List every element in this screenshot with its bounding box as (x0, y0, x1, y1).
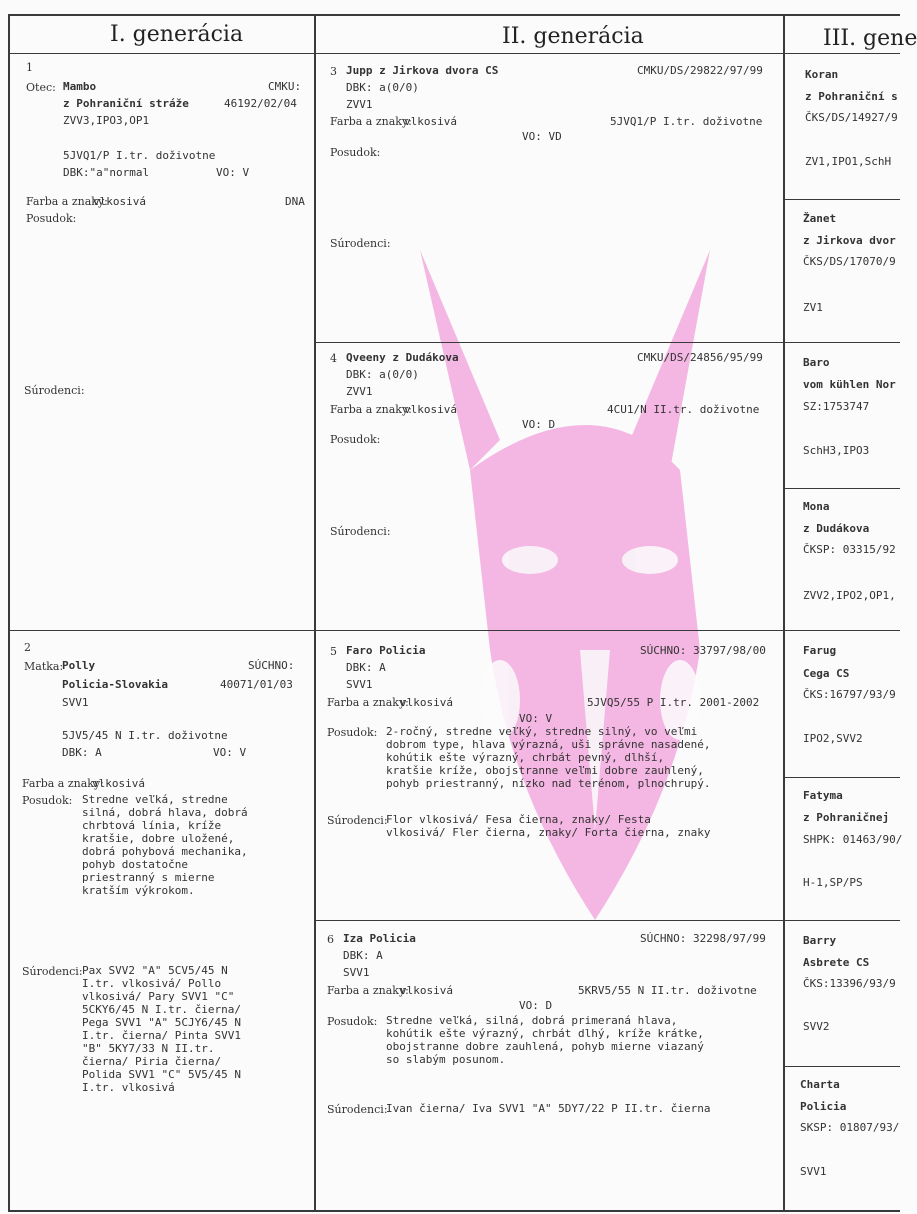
mother-posudok: Stredne veľká, stredne silná, dobrá hlava, dobrá chrbtová línia, kríže kratšie, dobre uložené, dobrá pohybová mechanika, pohyb dostatočne priestranný s mierne kratším výkrokom. (82, 793, 248, 897)
g3-2-name: Baro (803, 356, 830, 369)
dog4-name: Qveeny z Dudákova (346, 351, 459, 364)
mother-reg-label: SÚCHNO: (248, 659, 295, 672)
dog5-surodenci-label: Súrodenci: (327, 814, 388, 827)
mother-color: vlkosivá (92, 777, 145, 790)
dog5-reg: 33797/98/00 (693, 644, 766, 657)
header-gen1: I. generácia (110, 22, 244, 47)
dog5-number: 5 (330, 645, 337, 658)
g3-0-reg: ČKS/DS/14927/9 (805, 111, 898, 124)
g3-2-reg: SZ:1753747 (803, 400, 870, 413)
g3-0-name: Koran (805, 68, 839, 81)
dog4-color: vlkosivá (404, 403, 457, 416)
mother-name: Polly (62, 659, 96, 672)
g3-5-titles: H-1,SP/PS (803, 876, 863, 889)
father-reg-label: CMKU: (268, 80, 302, 93)
dog3-farba-label: Farba a znaky: (330, 115, 412, 128)
dog5-surodenci: Flor vlkosivá/ Fesa čierna, znaky/ Festa vlkosivá/ Fler čierna, znaky/ Forta čierna, znaky (386, 813, 711, 839)
father-posudok-label: Posudok: (26, 212, 77, 225)
dog4-breeding: 4CU1/N II.tr. doživotne (607, 403, 760, 416)
father-dbk: DBK:"a"normal (63, 166, 150, 179)
father-color: vlkosivá (93, 195, 146, 208)
dog5-posudok-label: Posudok: (327, 726, 378, 739)
dog6-surodenci-label: Súrodenci: (327, 1103, 388, 1116)
dog4-vo: VO: D (522, 418, 556, 431)
father-dna: DNA (285, 195, 305, 208)
dog5-farba-label: Farba a znaky: (327, 696, 409, 709)
dog5-breeding: 5JVQ5/55 P I.tr. 2001-2002 (587, 696, 760, 709)
dog3-dbk: DBK: a(0/0) (346, 81, 419, 94)
g3-4-name: Farug (803, 644, 837, 657)
dog5-posudok: 2-ročný, stredne veľký, stredne silný, vo veľmi dobrom type, hlava výrazná, uši správne nasadené, kohútik ešte výrazný, chrbát pevný, dlhší, kratšie kríže, obojstranne veľmi dobre zauhlený, pohyb priestranný, nízko nad terénom, plnochrupý. (386, 725, 711, 790)
dog6-farba-label: Farba a znaky: (327, 984, 409, 997)
mother-breeding: 5JV5/45 N I.tr. doživotne (62, 729, 228, 742)
g3-2-line2: vom kühlen Nor (803, 378, 896, 391)
header-gen2: II. generácia (502, 24, 644, 49)
g3-3-titles: ZVV2,IPO2,OP1, (803, 589, 896, 602)
g3-6-name: Barry (803, 934, 837, 947)
dog6-surodenci: Ivan čierna/ Iva SVV1 "A" 5DY7/22 P II.tr. čierna (386, 1102, 711, 1115)
g3-2-titles: SchH3,IPO3 (803, 444, 870, 457)
dog4-farba-label: Farba a znaky: (330, 403, 412, 416)
dog6-color: vlkosivá (400, 984, 453, 997)
dog3-titles: ZVV1 (346, 98, 373, 111)
mother-farba-label: Farba a znaky: (22, 777, 104, 790)
mother-posudok-label: Posudok: (22, 794, 73, 807)
dog5-name: Faro Policia (346, 644, 426, 657)
father-reg: 46192/02/04 (224, 97, 297, 110)
father-vo: VO: V (216, 166, 250, 179)
matka-label: Matka: (24, 660, 64, 673)
dog6-vo: VO: D (519, 999, 553, 1012)
father-name: Mambo (63, 80, 97, 93)
g3-6-line2: Asbrete CS (803, 956, 870, 969)
g3-4-reg: ČKS:16797/93/9 (803, 688, 896, 701)
header-gen3: III. gene (823, 26, 917, 51)
dog5-dbk: DBK: A (346, 661, 386, 674)
g3-3-line2: z Dudákova (803, 522, 870, 535)
father-breeding: 5JVQ1/P I.tr. doživotne (63, 149, 216, 162)
dog6-name: Iza Policia (343, 932, 416, 945)
g3-1-name: Žanet (803, 212, 837, 225)
dog6-posudok-label: Posudok: (327, 1015, 378, 1028)
dog6-posudok: Stredne veľká, silná, dobrá primeraná hlava, kohútik ešte výrazný, chrbát dlhý, kríže krátke, obojstranne dobre zauhlená, pohyb mierne viazaný so slabým posunom. (386, 1014, 704, 1066)
g3-5-line2: z Pohraničnej (803, 811, 890, 824)
dog3-name: Jupp z Jirkova dvora CS (346, 64, 499, 77)
g3-0-titles: ZV1,IPO1,SchH (805, 155, 892, 168)
mother-number: 2 (24, 641, 31, 654)
g3-3-reg: ČKSP: 03315/92 (803, 543, 896, 556)
dog5-titles: SVV1 (346, 678, 373, 691)
dog6-number: 6 (327, 933, 334, 946)
g3-6-reg: ČKS:13396/93/9 (803, 977, 896, 990)
father-farba-label: Farba a znaky: (26, 195, 108, 208)
g3-7-reg: SKSP: 01807/93/ (800, 1121, 900, 1134)
dog5-vo: VO: V (519, 712, 553, 725)
g3-1-reg: ČKS/DS/17070/9 (803, 255, 896, 268)
g3-4-line2: Cega CS (803, 667, 850, 680)
dog5-reg-label: SÚCHNO: (640, 644, 687, 657)
dog6-titles: SVV1 (343, 966, 370, 979)
father-surodenci-label: Súrodenci: (24, 384, 85, 397)
g3-1-titles: ZV1 (803, 301, 823, 314)
dog4-titles: ZVV1 (346, 385, 373, 398)
dog3-posudok-label: Posudok: (330, 146, 381, 159)
dog4-number: 4 (330, 352, 337, 365)
father-titles: ZVV3,IPO3,OP1 (63, 114, 150, 127)
g3-5-reg: SHPK: 01463/90/ (803, 833, 903, 846)
dog6-breeding: 5KRV5/55 N II.tr. doživotne (578, 984, 757, 997)
dog4-posudok-label: Posudok: (330, 433, 381, 446)
mother-titles: SVV1 (62, 696, 89, 709)
otec-label: Otec: (26, 81, 56, 94)
father-kennel: z Pohraniční stráže (63, 97, 189, 110)
g3-7-name: Charta (800, 1078, 840, 1091)
dog3-reg: CMKU/DS/29822/97/99 (637, 64, 763, 77)
mother-surodenci-label: Súrodenci: (22, 965, 83, 978)
dog3-breeding: 5JVQ1/P I.tr. doživotne (610, 115, 763, 128)
g3-7-line2: Policia (800, 1100, 847, 1113)
mother-reg: 40071/01/03 (220, 678, 293, 691)
dog3-number: 3 (330, 65, 337, 78)
dog6-reg-label: SÚCHNO: (640, 932, 687, 945)
mother-kennel: Policia-Slovakia (62, 678, 168, 691)
dog6-dbk: DBK: A (343, 949, 383, 962)
dog3-vo: VO: VD (522, 130, 562, 143)
g3-4-titles: IPO2,SVV2 (803, 732, 863, 745)
dog4-dbk: DBK: a(0/0) (346, 368, 419, 381)
mother-vo: VO: V (213, 746, 247, 759)
g3-3-name: Mona (803, 500, 830, 513)
dog4-surodenci-label: Súrodenci: (330, 525, 391, 538)
dog3-surodenci-label: Súrodenci: (330, 237, 391, 250)
father-number: 1 (26, 61, 33, 74)
dog5-color: vlkosivá (400, 696, 453, 709)
dog3-color: vlkosivá (404, 115, 457, 128)
dog6-reg: 32298/97/99 (693, 932, 766, 945)
mother-surodenci: Pax SVV2 "A" 5CV5/45 N I.tr. vlkosivá/ Pollo vlkosivá/ Pary SVV1 "C" 5CKY6/45 N I.tr. čierna/ Pega SVV1 "A" 5CJY6/45 N I.tr. čierna/ Pinta SVV1 "B" 5KY7/33 N II.tr. čierna/ Piria čierna/ Polida SVV1 "C" 5V5/45 N I.tr. vlkosivá (82, 964, 241, 1094)
g3-1-line2: z Jirkova dvor (803, 234, 896, 247)
g3-6-titles: SVV2 (803, 1020, 830, 1033)
mother-dbk: DBK: A (62, 746, 102, 759)
dog4-reg: CMKU/DS/24856/95/99 (637, 351, 763, 364)
g3-7-titles: SVV1 (800, 1165, 827, 1178)
g3-0-line2: z Pohraniční s (805, 90, 898, 103)
g3-5-name: Fatyma (803, 789, 843, 802)
